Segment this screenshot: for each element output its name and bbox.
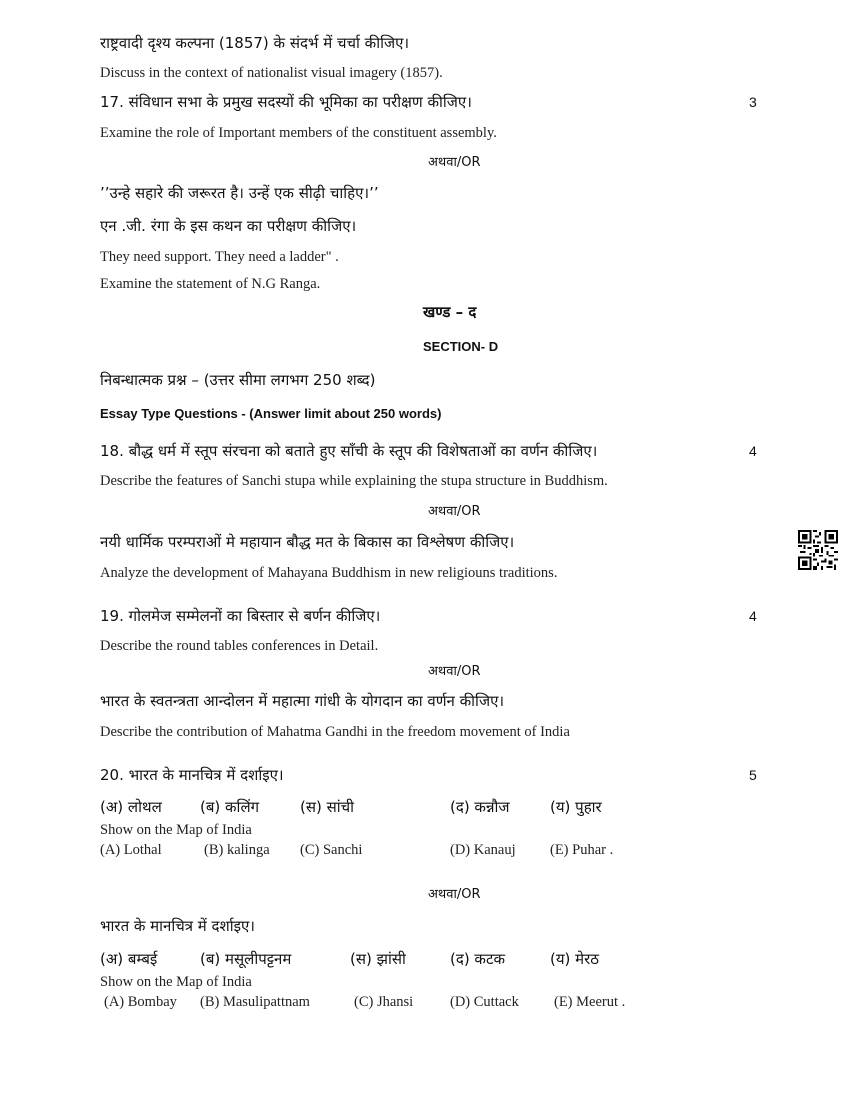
map-option-hindi: (य) मेरठ [550, 950, 599, 968]
question-18-or-label: अथवा/OR [428, 504, 481, 519]
qr-code-icon [798, 530, 838, 570]
map-option-hindi: (द) कन्नौज [450, 798, 510, 816]
map-option-hindi: (अ) लोथल [100, 798, 162, 816]
question-17-hindi-text: 17. संविधान सभा के प्रमुख सदस्यों की भूमिका का परीक्षण कीजिए। [100, 93, 472, 111]
map-option-english: (D) Kanauj [450, 842, 516, 858]
question-20-show-english: Show on the Map of India [100, 822, 252, 838]
question-19-marks: 4 [749, 608, 757, 624]
question-17-or-label: अथवा/OR [428, 155, 481, 170]
question-18-hindi-text: 18. बौद्ध धर्म में स्तूप संरचना को बताते हुए साँची के स्तूप की विशेषताओं का वर्णन कीजिए। [100, 442, 598, 460]
question-17-alt-english-text: Examine the statement of N.G Ranga. [100, 276, 321, 292]
question-20-hindi-text: 20. भारत के मानचित्र में दर्शाइए। [100, 766, 284, 784]
question-19-or-label: अथवा/OR [428, 664, 481, 679]
question-19-alt-english-text: Describe the contribution of Mahatma Gandhi in the freedom movement of India [100, 724, 570, 740]
map-option-hindi: (य) पुहार [550, 798, 602, 816]
map-option-hindi: (ब) मसूलीपट्टनम [200, 950, 292, 968]
question-20-alt-show-english: Show on the Map of India [100, 974, 252, 990]
map-option-english: (B) Masulipattnam [200, 994, 310, 1010]
question-16-english-text: Discuss in the context of nationalist visual imagery (1857). [100, 65, 443, 81]
question-20-or-label: अथवा/OR [428, 887, 481, 902]
question-19-hindi-text: 19. गोलमेज सम्मेलनों का बिस्तार से बर्णन कीजिए। [100, 607, 381, 625]
question-17-alt-hindi-quote: ’’उन्हे सहारे की जरूरत है। उन्हें एक सीढ़ी चाहिए।’’ [100, 184, 379, 202]
question-18-english-text: Describe the features of Sanchi stupa while explaining the stupa structure in Buddhism. [100, 473, 608, 489]
question-18-alt-english-text: Analyze the development of Mahayana Buddhism in new religiouns traditions. [100, 565, 558, 581]
map-option-english: (A) Bombay [104, 994, 177, 1010]
question-19-alt-hindi-text: भारत के स्वतन्त्रता आन्दोलन में महात्मा गांधी के योगदान का वर्णन कीजिए। [100, 692, 505, 710]
question-17-alt-hindi-text: एन .जी. रंगा के इस कथन का परीक्षण कीजिए। [100, 217, 357, 235]
map-option-english: (B) kalinga [204, 842, 270, 858]
question-17-alt-english-quote: They need support. They need a ladder" . [100, 249, 339, 265]
question-20-alt-hindi-text: भारत के मानचित्र में दर्शाइए। [100, 917, 255, 935]
map-option-hindi: (स) झांसी [350, 950, 406, 968]
map-option-hindi: (ब) कलिंग [200, 798, 260, 816]
question-17-english-text: Examine the role of Important members of the constituent assembly. [100, 125, 497, 141]
map-option-english: (E) Puhar . [550, 842, 614, 858]
section-heading-hindi: खण्ड – द [423, 303, 477, 321]
map-option-hindi: (अ) बम्बई [100, 950, 158, 968]
map-option-hindi: (द) कटक [450, 950, 506, 968]
map-option-english: (A) Lothal [100, 842, 162, 858]
map-option-english: (C) Jhansi [354, 994, 414, 1010]
map-option-english: (D) Cuttack [450, 994, 519, 1010]
section-instruction-hindi: निबन्धात्मक प्रश्न – (उत्तर सीमा लगभग 250 शब्द) [100, 371, 376, 389]
question-17-marks: 3 [749, 94, 757, 110]
question-16-hindi-text: राष्ट्रवादी दृश्य कल्पना (1857) के संदर्भ में चर्चा कीजिए। [100, 34, 410, 52]
question-19-english-text: Describe the round tables conferences in Detail. [100, 638, 379, 654]
question-18-marks: 4 [749, 443, 757, 459]
question-18-alt-hindi-text: नयी धार्मिक परम्पराओं मे महायान बौद्ध मत के बिकास का विश्लेषण कीजिए। [100, 533, 515, 551]
map-option-english: (C) Sanchi [300, 842, 363, 858]
question-20-marks: 5 [749, 767, 757, 783]
map-option-hindi: (स) सांची [300, 798, 355, 816]
section-heading-english: SECTION- D [423, 339, 499, 354]
section-instruction-english: Essay Type Questions - (Answer limit about 250 words) [100, 406, 442, 421]
map-option-english: (E) Meerut . [554, 994, 626, 1010]
